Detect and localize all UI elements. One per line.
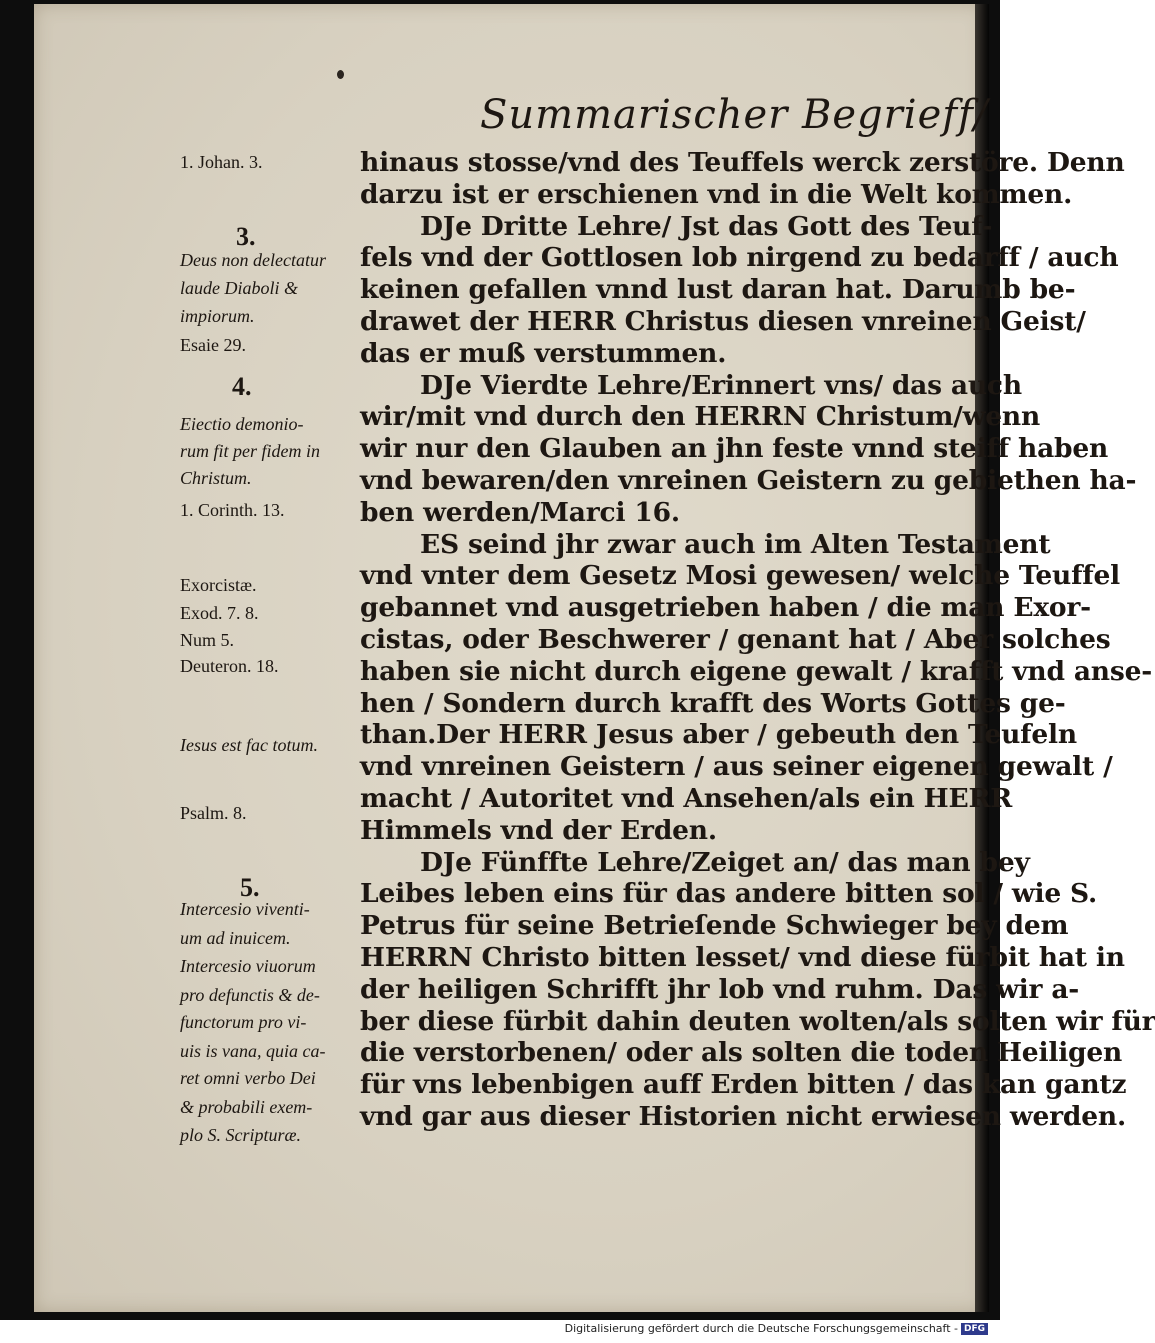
marginal-note: 5. <box>240 873 260 902</box>
text-line: das er muß verstummen. <box>360 337 727 369</box>
digitization-footer <box>565 1322 988 1335</box>
marginal-note: 1. Johan. 3. <box>180 152 263 172</box>
text-line: für vns lebenbigen auff Erden bitten / das kan gantz <box>360 1069 1127 1101</box>
text-line: ES seind jhr zwar auch im Alten Testament <box>420 528 1051 560</box>
marginal-note: Psalm. 8. <box>180 803 247 823</box>
text-line: keinen gefallen vnnd lust daran hat. Darumb be- <box>360 274 1076 306</box>
text-line: wir/mit vnd durch den HERRN Christum/wenn <box>360 401 1041 433</box>
text-line: darzu ist er erschienen vnd in die Welt kommen. <box>360 178 1073 210</box>
marginal-note: 4. <box>232 372 252 401</box>
marginal-note: Esaie 29. <box>180 335 246 355</box>
marginal-note: Deus non delectatur <box>180 250 326 270</box>
marginal-note: um ad inuicem. <box>180 928 291 948</box>
text-line: drawet der HERR Christus diesen vnreinen Geist/ <box>360 306 1086 337</box>
text-line: than.Der HERR Jesus aber / gebeuth den Teufeln <box>360 719 1077 751</box>
text-line: gebannet vnd ausgetrieben haben / die man Exor- <box>360 592 1091 624</box>
text-line: DJe Fünffte Lehre/Zeiget an/ das man bey <box>420 846 1030 878</box>
marginal-note: laude Diaboli & <box>180 278 298 298</box>
text-line: wir nur den Glauben an jhn feste vnnd steiff haben <box>360 433 1109 465</box>
marginal-note: Iesus est fac totum. <box>180 735 318 755</box>
footer-text: Digitalisierung gefördert durch die Deutsche Forschungsgemeinschaft - <box>564 1322 958 1335</box>
text-line: DJe Vierdte Lehre/Erinnert vns/ das auch <box>420 369 1022 401</box>
marginal-note: Exod. 7. 8. <box>180 603 259 623</box>
marginal-note: Deuteron. 18. <box>180 656 279 676</box>
text-line: der heiligen Schrifft jhr lob vnd ruhm. Das wir a- <box>360 973 1080 1005</box>
marginal-note: Eiectio demonio- <box>180 414 304 434</box>
text-line: vnd vnreinen Geistern / aus seiner eigenen gewalt / <box>360 751 1113 783</box>
running-header: Summarischer Begrieff/ <box>480 92 989 138</box>
marginal-note: 1. Corinth. 13. <box>180 500 285 520</box>
text-line: ben werden/Marci 16. <box>360 496 680 528</box>
text-line: cistas, oder Beschwerer / genant hat / Aber solches <box>360 624 1111 655</box>
ink-spot <box>337 70 344 79</box>
text-line: HERRN Christo bitten lesset/ vnd diese fürbit hat in <box>360 942 1125 973</box>
marginal-note: impiorum. <box>180 306 255 326</box>
marginal-note: Exorcistæ. <box>180 575 257 595</box>
marginal-note: Christum. <box>180 468 252 488</box>
text-line: hen / Sondern durch krafft des Worts Gottes ge- <box>360 687 1066 719</box>
marginal-note: rum fit per fidem in <box>180 441 320 461</box>
marginal-note: Intercesio viventi- <box>180 899 310 919</box>
marginal-note: ret omni verbo Dei <box>180 1068 316 1088</box>
marginal-note: uis is vana, quia ca- <box>180 1041 326 1061</box>
marginal-note: 3. <box>236 222 256 251</box>
text-line: vnd gar aus dieser Historien nicht erwiesen werden. <box>360 1101 1126 1132</box>
marginal-note: & probabili exem- <box>180 1097 313 1117</box>
text-line: macht / Autoritet vnd Ansehen/als ein HERR <box>360 783 1013 814</box>
text-line: DJe Dritte Lehre/ Jst das Gott des Teuf- <box>420 210 993 242</box>
dfg-logo: DFG <box>961 1323 988 1335</box>
text-line: hinaus stosse/vnd des Teuffels werck zerstöre. Denn <box>360 147 1125 178</box>
text-line: Himmels vnd der Erden. <box>360 814 717 846</box>
text-line: Petrus für seine Betrieſende Schwieger bey dem <box>360 910 1069 942</box>
marginal-note: functorum pro vi- <box>180 1012 307 1032</box>
text-line: fels vnd der Gottlosen lob nirgend zu bedarff / auch <box>360 242 1119 274</box>
text-line: vnd bewaren/den vnreinen Geistern zu gebiethen ha- <box>360 465 1137 496</box>
text-line: haben sie nicht durch eigene gewalt / krafft vnd anse- <box>360 655 1153 687</box>
marginal-note: plo S. Scripturæ. <box>180 1125 302 1145</box>
marginal-note: Num 5. <box>180 630 234 650</box>
marginal-note: Intercesio viuorum <box>180 956 316 976</box>
text-line: vnd vnter dem Gesetz Mosi gewesen/ welche Teuffel <box>360 560 1121 592</box>
marginal-note: pro defunctis & de- <box>180 985 320 1005</box>
text-line: die verstorbenen/ oder als solten die toden Heiligen <box>360 1037 1123 1069</box>
text-line: ber diese fürbit dahin deuten wolten/als solten wir für <box>360 1005 1155 1037</box>
text-line: Leibes leben eins für das andere bitten sol / wie S. <box>360 878 1098 910</box>
